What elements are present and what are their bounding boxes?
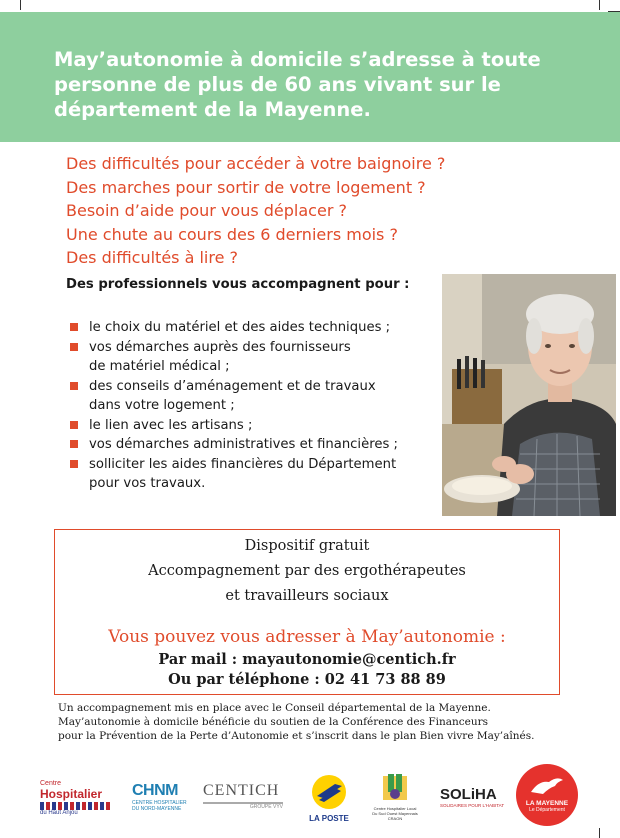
list-item-text: le lien avec les artisans ; bbox=[89, 417, 253, 433]
question-list bbox=[66, 152, 486, 270]
contact-phone bbox=[55, 671, 559, 688]
list-item bbox=[70, 377, 440, 416]
footer-line-3: pour la Prévention de la Perte d’Autonomie et s’inscrit dans le plan Bien vivre May’aînés. bbox=[58, 730, 535, 742]
square-bullet-icon bbox=[70, 323, 78, 331]
support-text-2: et travailleurs sociaux bbox=[225, 588, 389, 604]
info-box bbox=[54, 529, 560, 695]
banner-title bbox=[54, 47, 574, 122]
contact-mail bbox=[55, 651, 559, 668]
square-bullet-icon bbox=[70, 460, 78, 468]
logo-text: LA POSTE bbox=[309, 814, 349, 823]
square-bullet-icon bbox=[70, 440, 78, 448]
list-item-text: pour vos travaux. bbox=[89, 476, 206, 491]
crop-mark-top-left bbox=[20, 0, 21, 10]
logo-text: CRAON bbox=[387, 816, 403, 821]
banner-line-2: personne de plus de 60 ans vivant sur le bbox=[54, 73, 501, 96]
logo-text: du Haut Anjou bbox=[40, 810, 78, 816]
banner-line-1: May’autonomie à domicile s’adresse à toute bbox=[54, 48, 541, 71]
partner-logos bbox=[0, 762, 620, 832]
list-item bbox=[70, 435, 440, 455]
free-service-text: Dispositif gratuit bbox=[244, 538, 370, 554]
services-intro: Des professionnels vous accompagnent pour : bbox=[66, 277, 410, 292]
mail-link[interactable]: mayautonomie@centich.fr bbox=[242, 651, 456, 668]
phone-number[interactable]: 02 41 73 88 89 bbox=[324, 671, 446, 688]
logo-centre-hospitalier-haut-anjou bbox=[40, 780, 110, 824]
crop-mark-top-right bbox=[599, 0, 600, 10]
logo-text: Du Sud Ouest Mayennais bbox=[372, 811, 418, 816]
list-item-text: dans votre logement ; bbox=[89, 398, 235, 413]
logo-la-poste bbox=[306, 774, 352, 826]
phone-label: Ou par téléphone : bbox=[168, 671, 325, 688]
logo-text: GROUPE VYV bbox=[249, 804, 283, 810]
question: Besoin d’aide pour vous déplacer ? bbox=[66, 201, 347, 220]
hospital-house-icon bbox=[379, 772, 411, 802]
question: Des difficultés pour accéder à votre baignoire ? bbox=[66, 154, 446, 173]
question: Une chute au cours des 6 derniers mois ? bbox=[66, 224, 398, 244]
list-item bbox=[70, 416, 440, 436]
contact-title: Vous pouvez vous adresser à May’autonomie : bbox=[108, 627, 506, 647]
square-bullet-icon bbox=[70, 421, 78, 429]
logo-text: CHNM bbox=[132, 782, 178, 799]
support-text: Accompagnement par des ergothérapeutes bbox=[148, 563, 466, 579]
logo-text: DU NORD-MAYENNE bbox=[132, 806, 182, 812]
logo-text: SOLiHA bbox=[440, 786, 497, 803]
square-bullet-icon bbox=[70, 343, 78, 351]
list-item-text: le choix du matériel et des aides techniques ; bbox=[89, 320, 391, 335]
la-poste-bird-icon bbox=[309, 774, 349, 810]
mayenne-horse-icon bbox=[529, 774, 565, 796]
footer-note bbox=[58, 701, 578, 743]
list-item bbox=[70, 338, 440, 377]
question: Des difficultés à lire ? bbox=[66, 248, 239, 267]
footer-line-1: Un accompagnement mis en place avec le Conseil départemental de la Mayenne. bbox=[58, 702, 491, 714]
list-item-text: de matériel médical ; bbox=[89, 359, 230, 374]
logo-text: Hospitalier bbox=[40, 787, 103, 801]
services-list bbox=[70, 318, 440, 494]
question: Des marches pour sortir de votre logement ? bbox=[66, 177, 426, 197]
mail-label: Par mail : bbox=[158, 651, 243, 668]
logo-text: LA MAYENNE bbox=[525, 800, 569, 807]
logo-chnm bbox=[132, 782, 188, 822]
logo-text: Le Département bbox=[529, 807, 565, 813]
list-item bbox=[70, 318, 440, 338]
banner-line-3: département de la Mayenne. bbox=[54, 98, 371, 121]
list-item bbox=[70, 455, 440, 494]
footer-line-2: May’autonomie à domicile bénéficie du soutien de la Conférence des Financeurs bbox=[58, 716, 489, 728]
logo-text: SOLIDAIRES POUR L’HABITAT bbox=[440, 803, 505, 808]
logo-text: CENTRE HOSPITALIER bbox=[132, 800, 187, 806]
list-item-text: des conseils d’aménagement et de travaux bbox=[89, 378, 376, 394]
logo-soliha bbox=[440, 786, 506, 820]
list-item-text: vos démarches auprès des fournisseurs bbox=[89, 339, 351, 355]
logo-centich bbox=[203, 782, 295, 820]
logo-stripes bbox=[40, 802, 110, 810]
logo-text: CENTICH bbox=[203, 782, 280, 799]
elderly-woman-photo bbox=[442, 274, 616, 516]
header-banner bbox=[0, 12, 620, 142]
logo-text: Centre Hospitalier Local bbox=[373, 806, 417, 811]
list-item-text: vos démarches administratives et financières ; bbox=[89, 437, 398, 452]
logo-la-mayenne bbox=[516, 764, 578, 826]
square-bullet-icon bbox=[70, 382, 78, 390]
logo-centre-hospitalier-local-craon bbox=[368, 772, 422, 828]
logo-text: Centre bbox=[40, 780, 62, 787]
list-item-text: solliciter les aides financières du Département bbox=[89, 456, 397, 472]
